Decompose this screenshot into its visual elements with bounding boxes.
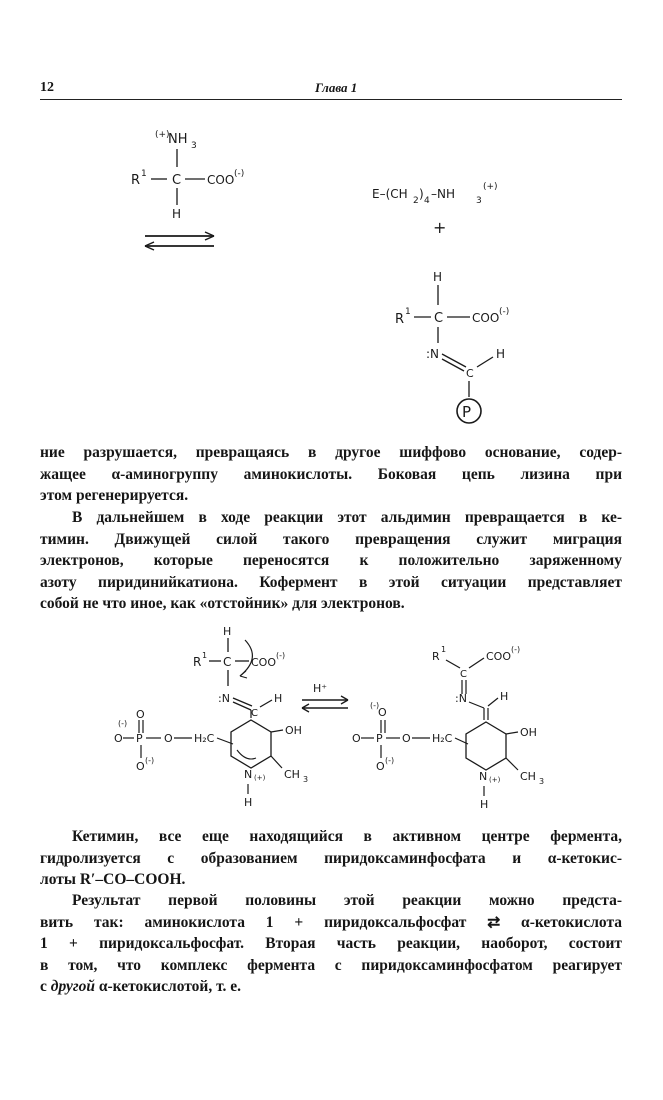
text-line-last (40, 976, 622, 998)
running-head: Глава 1 (315, 80, 358, 95)
text-line: азоту пиридинийкатиона. Кофермент в этой ситуации представляет (40, 573, 622, 591)
h-plus-equilibrium (302, 682, 348, 712)
text-line: вить так: аминокислота 1 + пиридоксальфосфат ⇄ α-кетокислота (40, 913, 622, 931)
ket-imine-h: H (500, 690, 509, 703)
ch2-subscript: 2 (413, 196, 419, 206)
alpha-carbon: C (172, 173, 182, 188)
ket-ch3: CH (520, 770, 536, 783)
text-line: 1 + пиридоксальфосфат. Вторая часть реакции, наоборот, состоит (40, 935, 622, 952)
text-line: В дальнейшем в ходе реакции этот альдимин превращается в ке- (72, 509, 622, 526)
ket-o-charge: (-) (370, 701, 380, 710)
ket-ring-n: N (479, 770, 488, 783)
schiff-coo: COO (472, 311, 500, 325)
ket-o-bottom-charge: (-) (385, 756, 395, 765)
h-label: H (172, 207, 182, 221)
schiff-carbon: C (434, 311, 444, 326)
coo-label: COO (207, 173, 235, 187)
schiff-base-structure (395, 270, 509, 423)
ket-oh: OH (520, 726, 537, 739)
ald-phosphate-o-left: O (114, 732, 123, 745)
chain-subscript: 4 (424, 196, 430, 206)
page-number: 12 (40, 80, 54, 95)
paragraph-1 (40, 442, 622, 507)
lysine-mid: ) (419, 187, 424, 201)
lysine-structure (372, 182, 498, 237)
text-line: Кетимин, все еще находящийся в активном центре фермента, (72, 828, 622, 845)
ald-top-h: H (223, 625, 232, 638)
lysine-charge: (+) (483, 182, 498, 192)
aldimine-structure (114, 625, 308, 809)
schiff-aldimine-h: H (496, 347, 506, 361)
paragraph-4 (40, 890, 622, 998)
ald-imine-c: C (251, 708, 258, 719)
text-line: гидролизуется с образованием пиридоксаминфосфата и α-кетокис- (40, 849, 622, 867)
text-line: собой не что иное, как «отстойник» для электронов. (40, 595, 405, 612)
lysine-prefix: E–(CH (372, 187, 408, 201)
ald-r1: R (193, 655, 202, 669)
ket-coo: COO (486, 650, 511, 663)
text-line: электронов, которые переносятся к положительно заряженному (40, 552, 622, 569)
scheme-aldimine-ketimine (0, 620, 663, 820)
coo-charge: (-) (234, 169, 245, 179)
text-line: ние разрушается, превращаясь в другое шиффово основание, содер- (40, 444, 622, 461)
ald-phosphate-o-top: O (136, 708, 145, 721)
top-h: H (433, 270, 443, 284)
ald-imine-h: H (274, 692, 283, 705)
ald-oh: OH (285, 724, 302, 737)
ald-imine-n: :N (218, 692, 230, 705)
ald-ch3: CH (284, 768, 300, 781)
amino-acid-structure (131, 130, 244, 221)
ket-coo-charge: (-) (511, 645, 521, 654)
charge-plus: (+) (155, 130, 170, 140)
ald-r1-sup: 1 (202, 651, 208, 660)
r1-label: R (131, 173, 141, 188)
ket-r1-sup: 1 (441, 645, 447, 654)
text-line: Результат первой половины этой реакции можно предста- (72, 892, 622, 909)
schiff-coo-charge: (-) (499, 307, 510, 317)
h-plus-label: H⁺ (313, 682, 328, 695)
schiff-imine-n: :N (426, 347, 440, 361)
ald-nh: H (244, 796, 253, 809)
ket-phosphate-o-left: O (352, 732, 361, 745)
ald-ch3-sub: 3 (303, 775, 309, 784)
text-line: в том, что комплекс фермента с пиридоксаминфосфатом реагирует (40, 956, 622, 974)
scheme-amino-acid-exchange (0, 115, 663, 435)
r1-superscript: 1 (141, 169, 147, 179)
ket-phosphate-p: P (376, 732, 383, 745)
page-header (40, 80, 622, 100)
ket-c: C (460, 669, 467, 680)
ket-phosphate-o-bottom: O (376, 760, 385, 773)
schiff-aldimine-c: C (466, 367, 474, 380)
ket-n-charge: (+) (489, 776, 501, 784)
ald-coo-charge: (-) (276, 651, 286, 660)
lysine-nh3-subscript: 3 (476, 196, 482, 206)
ald-coo: COO (251, 656, 276, 669)
text-line: тимин. Движущей силой такого превращения служит миграция (40, 530, 622, 548)
header-rule (40, 99, 622, 100)
ket-nh: H (480, 798, 489, 811)
ald-n-charge: (+) (254, 774, 266, 782)
phosphate-label: P (462, 403, 472, 421)
text-line: лоты R′–CO–COOH. (40, 871, 186, 888)
equilibrium-arrows (145, 232, 214, 250)
ald-o-charge: (-) (118, 719, 128, 728)
lysine-suffix: –NH (431, 187, 455, 201)
text-prefix: с (40, 978, 51, 995)
ketimine-structure (352, 645, 544, 811)
nh3-label: NH (168, 132, 188, 147)
paragraph-3 (40, 826, 622, 891)
ald-ring-n: N (244, 768, 253, 781)
ald-phosphate-o-bottom: O (136, 760, 145, 773)
text-suffix: α-кетокислотой, т. е. (94, 978, 242, 995)
ald-phosphate-o-ester: O (164, 732, 173, 745)
italic-emphasis: другой (50, 978, 95, 995)
ket-imine-n: :N (455, 692, 467, 705)
paragraph-2 (40, 507, 622, 615)
plus-sign: + (433, 218, 447, 237)
nh3-subscript: 3 (191, 141, 197, 151)
ald-o-bottom-charge: (-) (145, 756, 155, 765)
ald-c: C (223, 655, 232, 669)
ket-ch3-sub: 3 (539, 777, 545, 786)
schiff-r1: R (395, 312, 405, 327)
text-line: этом регенерируется. (40, 487, 189, 504)
ald-h2c: H₂C (194, 732, 215, 745)
ket-phosphate-o-ester: O (402, 732, 411, 745)
ald-phosphate-p: P (136, 732, 143, 745)
schiff-r1-sup: 1 (405, 307, 411, 317)
ket-phosphate-o-top: O (378, 706, 387, 719)
text-line: жащее α-аминогруппу аминокислоты. Боковая цепь лизина при (40, 465, 622, 483)
ket-r1: R (432, 650, 440, 663)
ket-h2c: H₂C (432, 732, 453, 745)
